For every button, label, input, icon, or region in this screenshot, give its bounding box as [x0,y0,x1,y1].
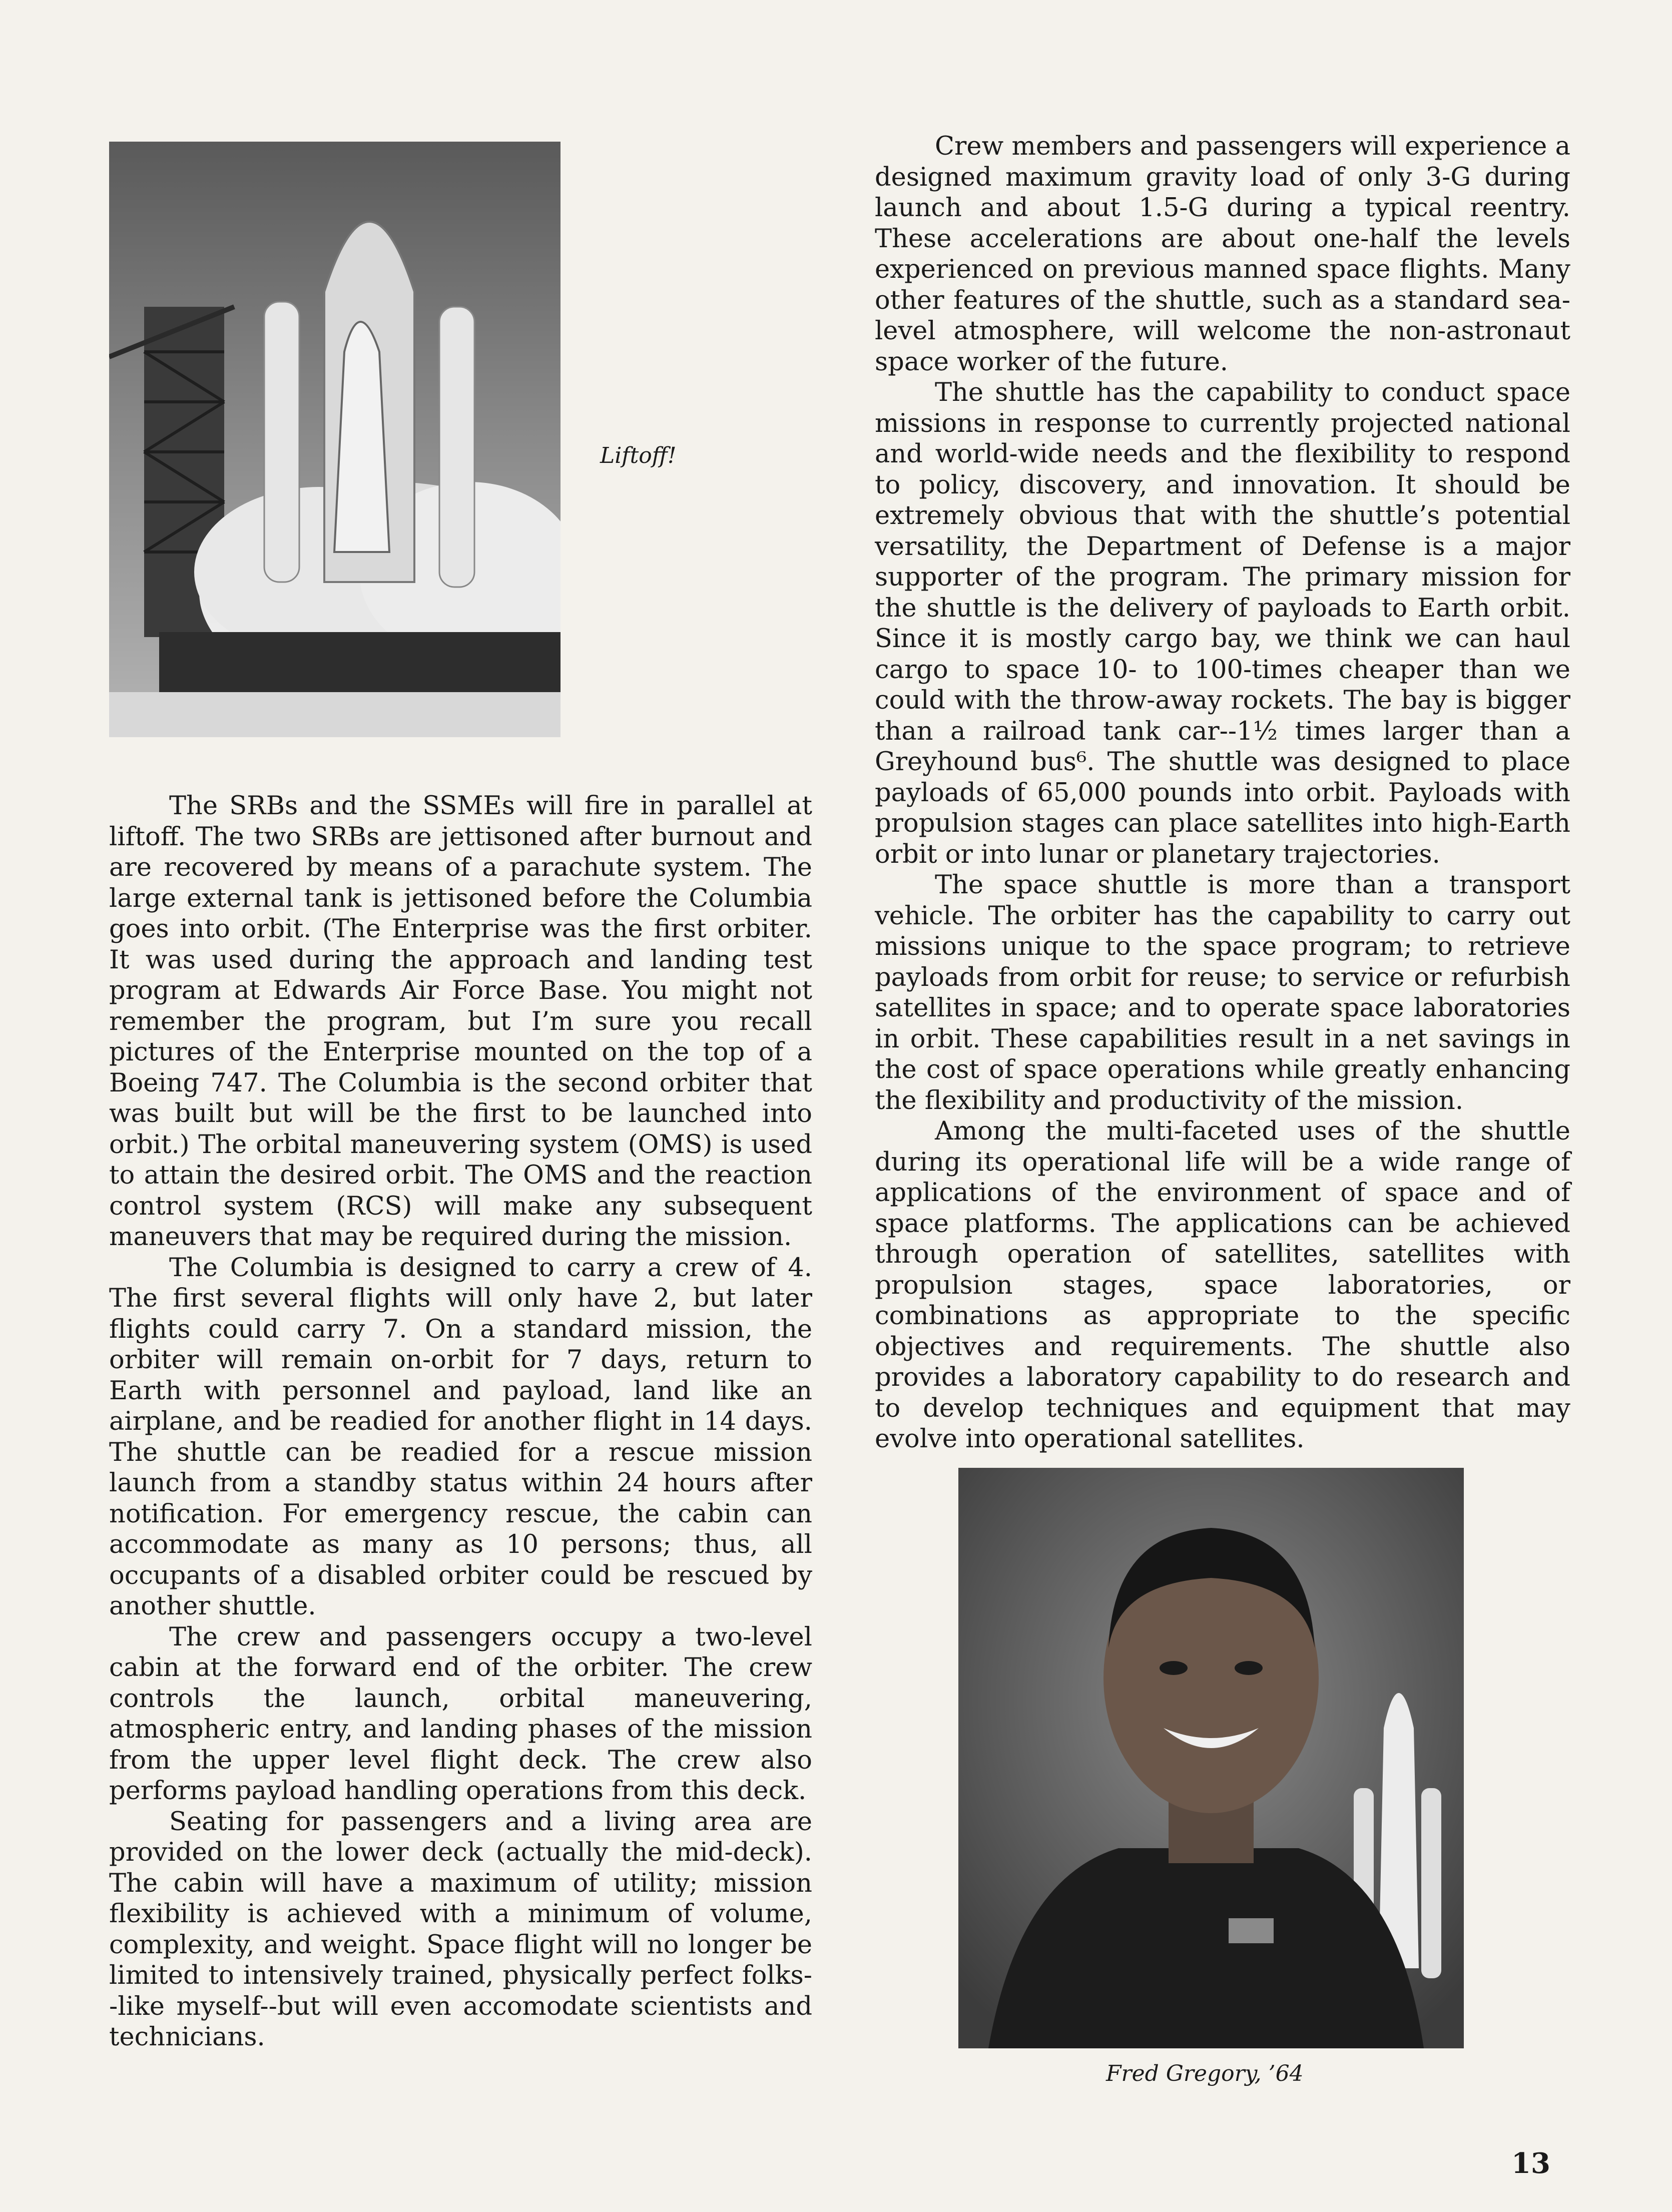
left-paragraph-1: The SRBs and the SSMEs will fire in parallel at liftoff. The two SRBs are jettisoned after burnout and are recovered by means of a parachute system. The large external tank is jettisoned before the Columbia goes into orbit. (The Enterprise was the first orbiter. It was used during the approach and landing test program at Edwards Air Force Base. You might not remember the program, but I’m sure you recall pictures of the Enterprise mounted on the top of a Boeing 747. The Columbia is the second orbiter that was built but will be the first to be launched into orbit.) The orbital maneuvering system (OMS) is used to attain the desired orbit. The OMS and the reaction control system (RCS) will make any subsequent maneuvers that may be required during the mission. [109,791,812,1252]
portrait-photo [958,1468,1464,2048]
liftoff-photo [109,142,561,737]
right-paragraph-4: Among the multi-faceted uses of the shuttle during its operational life will be a wide range of applications of the environment of space and of space platforms. The applications can be achieved through operation of satellites, satellites with propulsion stages, space laboratories, or combinations as appropriate to the specific objectives and requirements. The shuttle also provides a laboratory capability to do research and to develop techniques and equipment that may evolve into operational satellites. [875,1117,1570,1454]
left-column [109,791,812,2053]
page-number: 13 [1511,2147,1550,2180]
right-column [875,131,1570,1455]
right-paragraph-3: The space shuttle is more than a transport vehicle. The orbiter has the capability to carry out missions unique to the space program; to retrieve payloads from orbit for reuse; to service or refurbish satellites in space; and to operate space laboratories in orbit. These capabilities result in a net savings in the cost of space operations while greatly enhancing the flexibility and productivity of the mission. [875,870,1570,1116]
left-paragraph-4: Seating for passengers and a living area are provided on the lower deck (actually the mid-deck). The cabin will have a maximum of utility; mission flexibility is achieved with a minimum of volume, complexity, and weight. Space flight will no longer be limited to intensively trained, physically perfect folks--like myself--but will even accomodate scientists and technicians. [109,1807,812,2052]
right-paragraph-1: Crew members and passengers will experience a designed maximum gravity load of only 3-G during launch and about 1.5-G during a typical reentry. These accelerations are about one-half the levels experienced on previous manned space flights. Many other features of the shuttle, such as a standard sea-level atmosphere, will welcome the non-astronaut space worker of the future. [875,132,1570,377]
left-paragraph-2: The Columbia is designed to carry a crew of 4. The first several flights will only have 2, but later flights could carry 7. On a standard mission, the orbiter will remain on-orbit for 7 days, return to Earth with personnel and payload, land like an airplane, and be readied for another flight in 14 days. The shuttle can be readied for a rescue mission launch from a standby status within 24 hours after notification. For emergency rescue, the cabin can accommodate as many as 10 persons; thus, all occupants of a disabled orbiter could be rescued by another shuttle. [109,1253,812,1621]
right-paragraph-2: The shuttle has the capability to conduct space missions in response to currently projected national and world-wide needs and the flexibility to respond to policy, discovery, and innovation. It should be extremely obvious that with the shuttle’s potential versatility, the Department of Defense is a major supporter of the program. The primary mission for the shuttle is the delivery of payloads to Earth orbit. Since it is mostly cargo bay, we think we can haul cargo to space 10- to 100-times cheaper than we could with the throw-away rockets. The bay is bigger than a railroad tank car--1½ times larger than a Greyhound bus⁶. The shuttle was designed to place payloads of 65,000 pounds into orbit. Payloads with propulsion stages can place satellites into high-Earth orbit or into lunar or planetary trajectories. [875,378,1570,869]
portrait-caption: Fred Gregory, ’64 [1106,2061,1304,2086]
liftoff-caption: Liftoff! [600,443,677,468]
left-paragraph-3: The crew and passengers occupy a two-level cabin at the forward end of the orbiter. The crew controls the launch, orbital maneuvering, atmospheric entry, and landing phases of the mission from the upper level flight deck. The crew also performs payload handling operations from this deck. [109,1622,812,1806]
